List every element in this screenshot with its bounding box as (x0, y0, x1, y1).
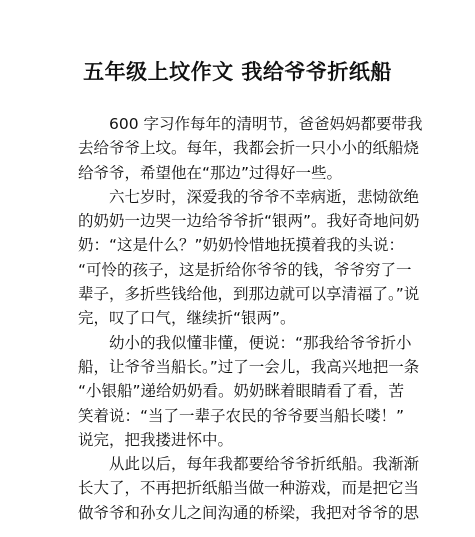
text-line: 600 字习作每年的清明节，爸爸妈妈都要带我 (78, 115, 423, 133)
document-title: 五年级上坟作文 我给爷爷折纸船 (83, 60, 392, 84)
document-body (78, 112, 423, 525)
text-line: 给爷爷，希望他在“那边”过得好一些。 (78, 163, 343, 182)
text-line: 奶：“这是什么？”奶奶怜惜地抚摸着我的头说： (78, 236, 405, 255)
paragraph (78, 112, 423, 185)
text-line: 六七岁时，深爱我的爷爷不幸病逝，悲恸欲绝 (78, 187, 420, 206)
text-line: “小银船”递给奶奶看。奶奶眯着眼睛看了看，苦 (78, 382, 405, 401)
paragraph (78, 331, 420, 452)
text-line: 长大了，不再把折纸船当做一种游戏，而是把它当 (78, 479, 420, 498)
text-line: 的奶奶一边哭一边给爷爷折“银两”。我好奇地问奶 (78, 212, 420, 231)
text-line: 船，让爷爷当船长。”过了一会儿，我高兴地把一条 (78, 357, 420, 376)
text-line: 做爷爷和孙女儿之间沟通的桥梁，我把对爷爷的思 (78, 503, 420, 522)
text-line: 幼小的我似懂非懂，便说：“那我给爷爷折小 (78, 333, 412, 352)
text-line: 辈子，多折些钱给他，到那边就可以享清福了。”说 (78, 285, 420, 304)
text-line: 笑着说：“当了一辈子农民的爷爷要当船长喽！” (78, 406, 405, 425)
text-line: 去给爷爷上坟。每年，我都会折一只小小的纸船烧 (78, 139, 420, 158)
paragraph (78, 452, 420, 525)
text-line: 完，叹了口气，继续折“银两”。 (78, 309, 296, 328)
text-line: 说完，把我搂进怀中。 (78, 430, 234, 449)
paragraph (78, 185, 420, 331)
text-line: “可怜的孩子，这是折给你爷爷的钱，爷爷穷了一 (78, 260, 412, 279)
text-line: 从此以后，每年我都要给爷爷折纸船。我渐渐 (78, 455, 420, 474)
